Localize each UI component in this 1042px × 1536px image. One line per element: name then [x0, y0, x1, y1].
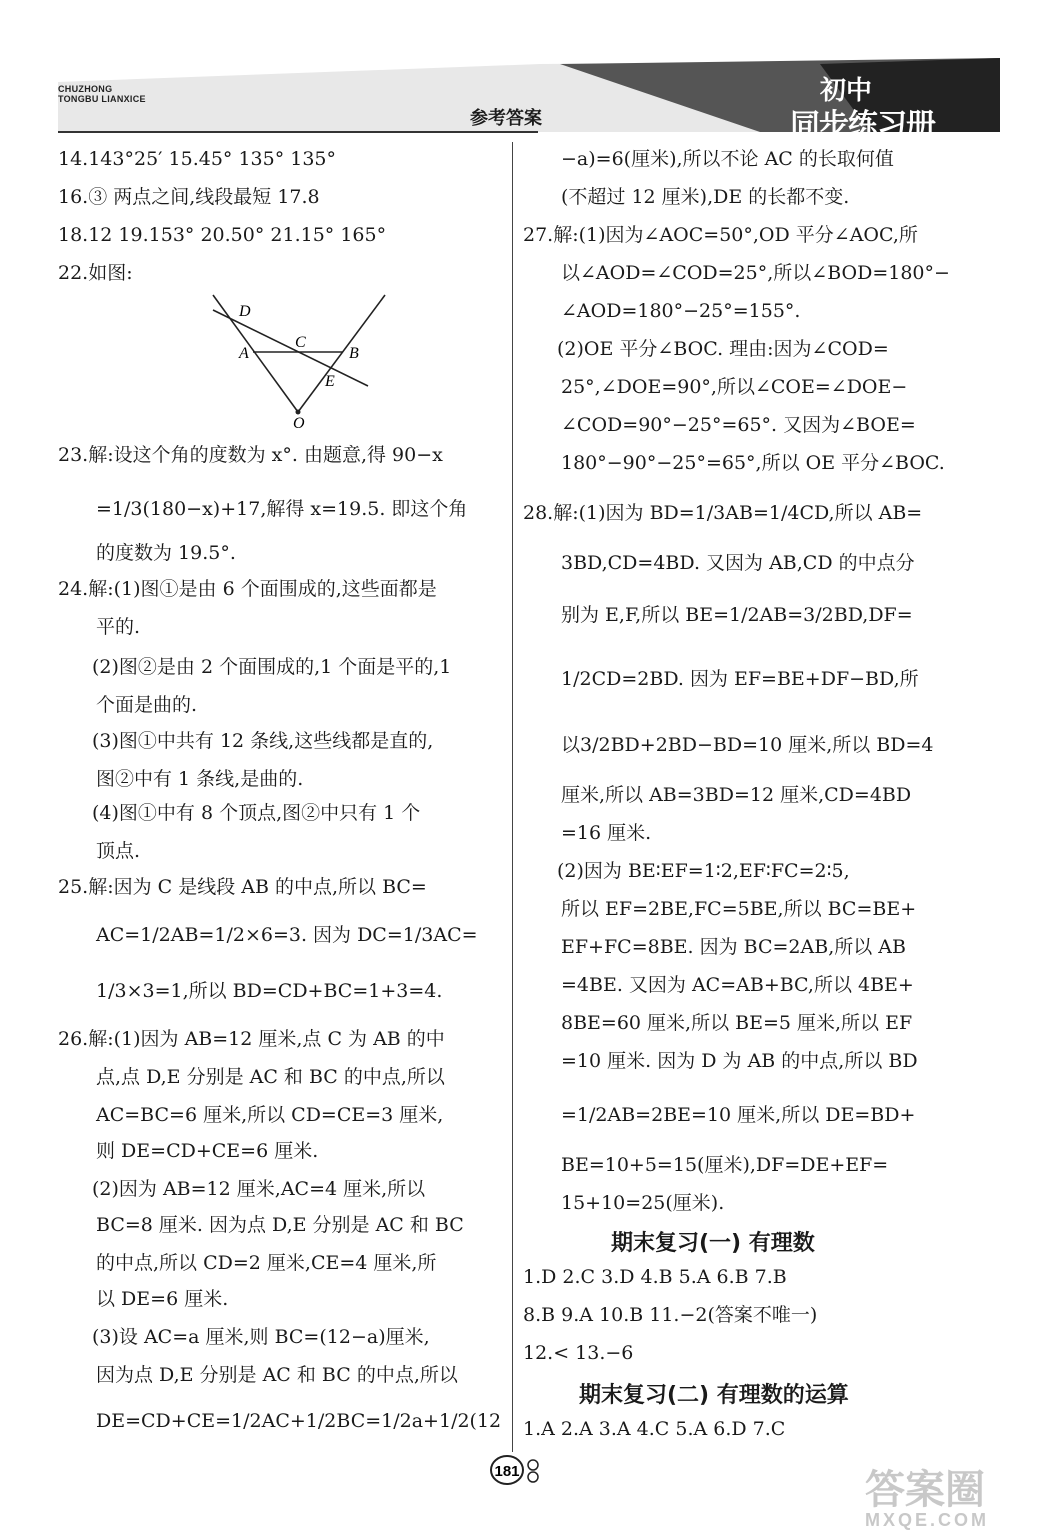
answer-line: 所以 EF=2BE,FC=5BE,所以 BC=BE+	[561, 898, 917, 920]
label-c: C	[295, 334, 306, 351]
answer-line: 以∠AOD=∠COD=25°,所以∠BOD=180°−	[561, 262, 950, 284]
answer-line: 28.解:(1)因为 BD=1/3AB=1/4CD,所以 AB=	[523, 502, 923, 524]
answer-line: 16.③ 两点之间,线段最短 17.8	[58, 186, 320, 208]
answer-line: 1/2CD=2BD. 因为 EF=BE+DF−BD,所	[561, 668, 919, 690]
page-number: 181	[494, 1463, 520, 1480]
answer-line: 别为 E,F,所以 BE=1/2AB=3/2BD,DF=	[561, 604, 913, 626]
section-heading: 期末复习(二) 有理数的运算	[579, 1383, 849, 1408]
answer-line: (2)因为 AB=12 厘米,AC=4 厘米,所以	[92, 1178, 426, 1200]
answer-line: 27.解:(1)因为∠AOC=50°,OD 平分∠AOC,所	[523, 224, 918, 246]
answer-line: 18.12 19.153° 20.50° 21.15° 165°	[58, 224, 387, 246]
answer-line: EF+FC=8BE. 因为 BC=2AB,所以 AB	[561, 936, 906, 958]
watermark	[865, 1467, 1035, 1532]
answer-line: 以 DE=6 厘米.	[96, 1288, 229, 1310]
header-rule	[58, 131, 538, 133]
answer-line: 8BE=60 厘米,所以 BE=5 厘米,所以 EF	[561, 1012, 913, 1034]
answer-line: (4)图①中有 8 个顶点,图②中只有 1 个	[92, 802, 421, 824]
answer-line: 1/3×3=1,所以 BD=CD+BC=1+3=4.	[96, 980, 443, 1002]
answer-line: 个面是曲的.	[96, 694, 198, 716]
page-title: 参考答案	[470, 108, 542, 129]
answer-line: 24.解:(1)图①是由 6 个面围成的,这些面都是	[58, 578, 437, 600]
answer-line: =1/3(180−x)+17,解得 x=19.5. 即这个角	[96, 498, 468, 520]
answer-line: BE=10+5=15(厘米),DF=DE+EF=	[561, 1154, 889, 1176]
answer-line: =10 厘米. 因为 D 为 AB 的中点,所以 BD	[561, 1050, 918, 1072]
answer-line: 25°,∠DOE=90°,所以∠COE=∠DOE−	[561, 376, 908, 398]
answer-line: 22.如图:	[58, 262, 133, 284]
point-o-marker	[296, 410, 301, 415]
brand-line-2: 同步练习册	[790, 108, 935, 143]
answer-line: (2)因为 BE∶EF=1∶2,EF∶FC=2∶5,	[557, 860, 850, 882]
answer-line: =4BE. 又因为 AC=AB+BC,所以 4BE+	[561, 974, 914, 996]
brand-logo	[790, 70, 1005, 143]
answer-line: 180°−90°−25°=65°,所以 OE 平分∠BOC.	[561, 452, 945, 474]
answer-line: =1/2AB=2BE=10 厘米,所以 DE=BD+	[561, 1104, 916, 1126]
answer-line: 25.解:因为 C 是线段 AB 的中点,所以 BC=	[58, 876, 427, 898]
answer-line: 点,点 D,E 分别是 AC 和 BC 的中点,所以	[96, 1066, 445, 1088]
answer-line: ∠AOD=180°−25°=155°.	[561, 300, 801, 322]
answer-line: (2)OE 平分∠BOC. 理由:因为∠COD=	[557, 338, 889, 360]
answer-line: 12.< 13.−6	[523, 1342, 634, 1364]
answer-line: 的度数为 19.5°.	[96, 542, 236, 564]
label-o: O	[293, 415, 305, 430]
answer-line: AC=BC=6 厘米,所以 CD=CE=3 厘米,	[96, 1104, 444, 1126]
watermark-url: MXQE.COM	[865, 1510, 990, 1530]
label-d: D	[239, 303, 251, 320]
answer-line: (3)图①中共有 12 条线,这些线都是直的,	[92, 730, 434, 752]
series-label-line-1: CHUZHONG	[58, 84, 113, 94]
answer-line: −a)=6(厘米),所以不论 AC 的长取何值	[561, 148, 894, 170]
answer-line: 8.B 9.A 10.B 11.−2(答案不唯一)	[523, 1304, 818, 1326]
brand-line-1: 初中	[820, 76, 873, 106]
answer-line: 1.D 2.C 3.D 4.B 5.A 6.B 7.B	[523, 1266, 787, 1288]
answer-line: 厘米,所以 AB=3BD=12 厘米,CD=4BD	[561, 784, 912, 806]
answer-line: ∠COD=90°−25°=65°. 又因为∠BOE=	[561, 414, 916, 436]
answer-line: 顶点.	[96, 840, 141, 862]
answer-line: (不超过 12 厘米),DE 的长都不变.	[561, 186, 850, 208]
page-header	[0, 0, 1042, 143]
label-b: B	[349, 345, 359, 362]
section-heading: 期末复习(一) 有理数	[611, 1231, 815, 1256]
answer-line: 14.143°25′ 15.45° 135° 135°	[58, 148, 337, 170]
answer-line: (3)设 AC=a 厘米,则 BC=(12−a)厘米,	[92, 1326, 430, 1348]
answer-line: AC=1/2AB=1/2×6=3. 因为 DC=1/3AC=	[96, 924, 478, 946]
page-number-badge	[489, 1453, 527, 1487]
series-label	[58, 84, 146, 104]
answer-line: 15+10=25(厘米).	[561, 1192, 725, 1214]
answer-line: 图②中有 1 条线,是曲的.	[96, 768, 304, 790]
watermark-text: 答案圈	[865, 1467, 985, 1513]
answer-line: 3BD,CD=4BD. 又因为 AB,CD 的中点分	[561, 552, 915, 574]
answer-line: 以3/2BD+2BD−BD=10 厘米,所以 BD=4	[561, 734, 934, 756]
answer-line: 因为点 D,E 分别是 AC 和 BC 的中点,所以	[96, 1364, 458, 1386]
answer-line: 23.解:设这个角的度数为 x°. 由题意,得 90−x	[58, 444, 443, 466]
answer-line: 则 DE=CD+CE=6 厘米.	[96, 1140, 319, 1162]
answer-line: =16 厘米.	[561, 822, 652, 844]
series-label-line-2: TONGBU LIANXICE	[58, 94, 146, 104]
answer-line: 的中点,所以 CD=2 厘米,CE=4 厘米,所	[96, 1252, 437, 1274]
answer-line: BC=8 厘米. 因为点 D,E 分别是 AC 和 BC	[96, 1214, 464, 1236]
answer-line: 平的.	[96, 616, 141, 638]
answer-line: 26.解:(1)因为 AB=12 厘米,点 C 为 AB 的中	[58, 1028, 445, 1050]
label-e: E	[325, 373, 335, 390]
geometry-figure	[203, 290, 403, 430]
answer-line: DE=CD+CE=1/2AC+1/2BC=1/2a+1/2(12	[96, 1410, 502, 1432]
column-divider	[512, 142, 513, 1452]
label-a: A	[239, 345, 249, 362]
answer-line: (2)图②是由 2 个面围成的,1 个面是平的,1	[92, 656, 452, 678]
answer-line: 1.A 2.A 3.A 4.C 5.A 6.D 7.C	[523, 1418, 786, 1440]
